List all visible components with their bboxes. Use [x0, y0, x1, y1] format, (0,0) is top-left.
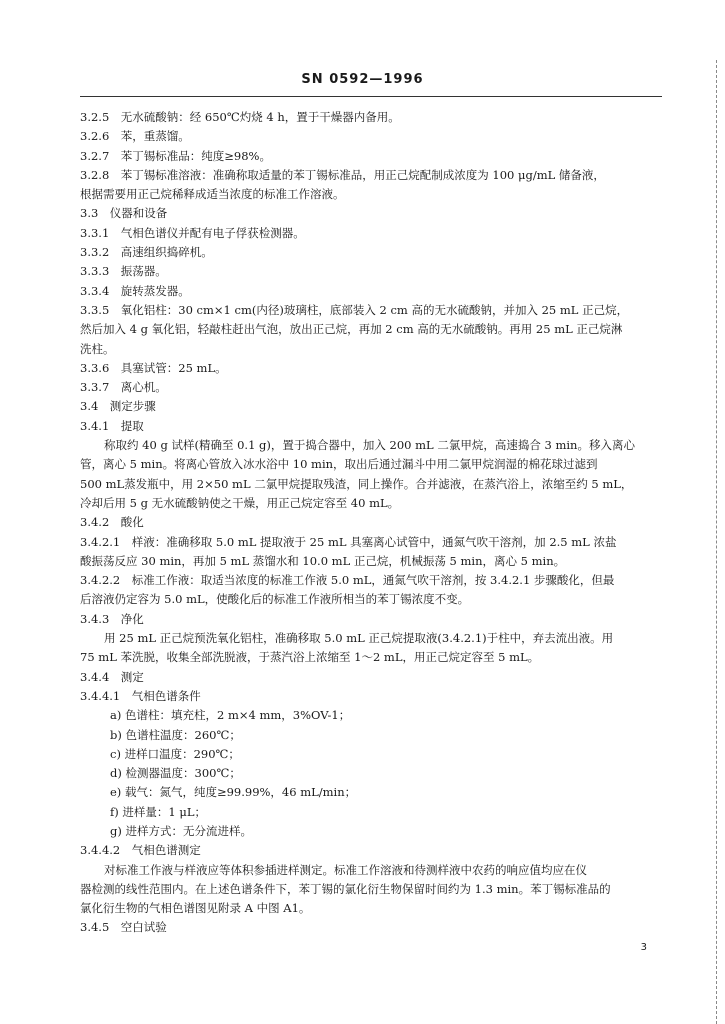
scan-edge-line — [716, 60, 717, 1024]
text-line: 根据需要用正己烷稀释成适当浓度的标准工作溶液。 — [80, 187, 345, 202]
list-item: b) 色谱柱温度：260℃； — [110, 727, 241, 742]
text-line: 3.3.2 高速组织捣碎机。 — [80, 245, 213, 260]
text-line: 3.4.2.1 样液：准确移取 5.0 mL 提取液于 25 mL 具塞离心试管中，通氮气吹干溶剂，加 2.5 mL 浓盐 — [80, 534, 617, 549]
list-item: f) 进样量：1 μL； — [110, 804, 206, 819]
subsection-heading: 3.4.3 净化 — [80, 611, 144, 626]
list-item: g) 进样方式：无分流进样。 — [110, 823, 253, 838]
list-item: d) 检测器温度：300℃； — [110, 766, 241, 781]
text-line: 3.3.6 具塞试管：25 mL。 — [80, 360, 227, 375]
header-rule — [80, 96, 662, 97]
text-line: 3.3.1 气相色谱仪并配有电子俘获检测器。 — [80, 225, 305, 240]
subsection-heading: 3.4.5 空白试验 — [80, 920, 167, 935]
text-line: 3.3.3 振荡器。 — [80, 264, 167, 279]
text-line: 3.3.5 氧化铝柱：30 cm×1 cm(内径)玻璃柱，底部装入 2 cm 高的无水硫酸钠，并加入 25 mL 正己烷， — [80, 302, 629, 317]
text-line: 然后加入 4 g 氧化铝，轻敲柱赶出气泡，放出正己烷，再加 2 cm 高的无水硫酸钠。再用 25 mL 正己烷淋 — [80, 322, 623, 337]
subsection-heading: 3.4.1 提取 — [80, 418, 144, 433]
body-text — [80, 108, 660, 938]
text-line: 3.2.5 无水硫酸钠：经 650℃灼烧 4 h，置于干燥器内备用。 — [80, 110, 400, 124]
list-item: c) 进样口温度：290℃； — [110, 746, 240, 761]
list-item: a) 色谱柱：填充柱，2 m×4 mm，3%OV-1； — [110, 708, 351, 723]
text-line: 3.2.8 苯丁锡标准溶液：准确称取适量的苯丁锡标准品，用正己烷配制成浓度为 100 μg/mL 储备液， — [80, 167, 605, 182]
standard-number-header: SN 0592—1996 — [301, 72, 424, 87]
section-heading: 3.3 仪器和设备 — [80, 206, 168, 221]
text-line: 3.2.6 苯，重蒸馏。 — [80, 129, 190, 144]
text-line: 用 25 mL 正己烷预洗氧化铝柱，准确移取 5.0 mL 正己烷提取液(3.4.2.1)于柱中，弃去流出液。用 — [104, 631, 614, 646]
subsection-heading: 3.4.4.1 气相色谱条件 — [80, 688, 201, 703]
subsection-heading: 3.4.2 酸化 — [80, 515, 144, 530]
text-line: 3.3.7 离心机。 — [80, 380, 167, 395]
text-line: 对标准工作液与样液应等体积参插进样测定。标准工作溶液和待测样液中农药的响应值均应在仪 — [104, 862, 587, 877]
text-line: 3.4.2.2 标准工作液：取适当浓度的标准工作液 5.0 mL，通氮气吹干溶剂，按 3.4.2.1 步骤酸化，但最 — [80, 573, 615, 588]
text-line: 器检测的线性范围内。在上述色谱条件下，苯丁锡的氯化衍生物保留时间约为 1.3 min。苯丁锡标准品的 — [80, 881, 611, 896]
text-line: 冷却后用 5 g 无水硫酸钠使之干燥，用正己烷定容至 40 mL。 — [80, 495, 400, 510]
text-line: 3.3.4 旋转蒸发器。 — [80, 283, 190, 298]
text-line: 后溶液仍定容为 5.0 mL，使酸化后的标准工作液所相当的苯丁锡浓度不变。 — [80, 592, 470, 607]
text-line: 称取约 40 g 试样(精确至 0.1 g)，置于捣合器中，加入 200 mL 二氯甲烷，高速捣合 3 min。移入离心 — [104, 438, 635, 453]
text-line: 管，离心 5 min。将离心管放入冰水浴中 10 min，取出后通过漏斗中用二氯甲烷润湿的棉花球过滤到 — [80, 457, 598, 472]
section-heading: 3.4 测定步骤 — [80, 399, 156, 414]
page-number: 3 — [640, 942, 647, 953]
subsection-heading: 3.4.4 测定 — [80, 669, 144, 684]
text-line: 酸振荡反应 30 min，再加 5 mL 蒸馏水和 10.0 mL 正己烷，机械振荡 5 min，离心 5 min。 — [80, 553, 566, 568]
subsection-heading: 3.4.4.2 气相色谱测定 — [80, 843, 201, 858]
text-line: 500 mL蒸发瓶中，用 2×50 mL 二氯甲烷提取残渣，同上操作。合并滤液，在蒸汽浴上，浓缩至约 5 mL， — [80, 476, 633, 491]
text-line: 氯化衍生物的气相色谱图见附录 A 中图 A1。 — [80, 901, 311, 916]
text-line: 3.2.7 苯丁锡标准品：纯度≥98%。 — [80, 148, 271, 163]
text-line: 75 mL 苯洗脱，收集全部洗脱液，于蒸汽浴上浓缩至 1～2 mL，用正己烷定容至 5 mL。 — [80, 650, 540, 665]
text-line: 洗柱。 — [80, 341, 115, 356]
list-item: e) 载气：氮气，纯度≥99.99%，46 mL/min； — [110, 785, 357, 800]
